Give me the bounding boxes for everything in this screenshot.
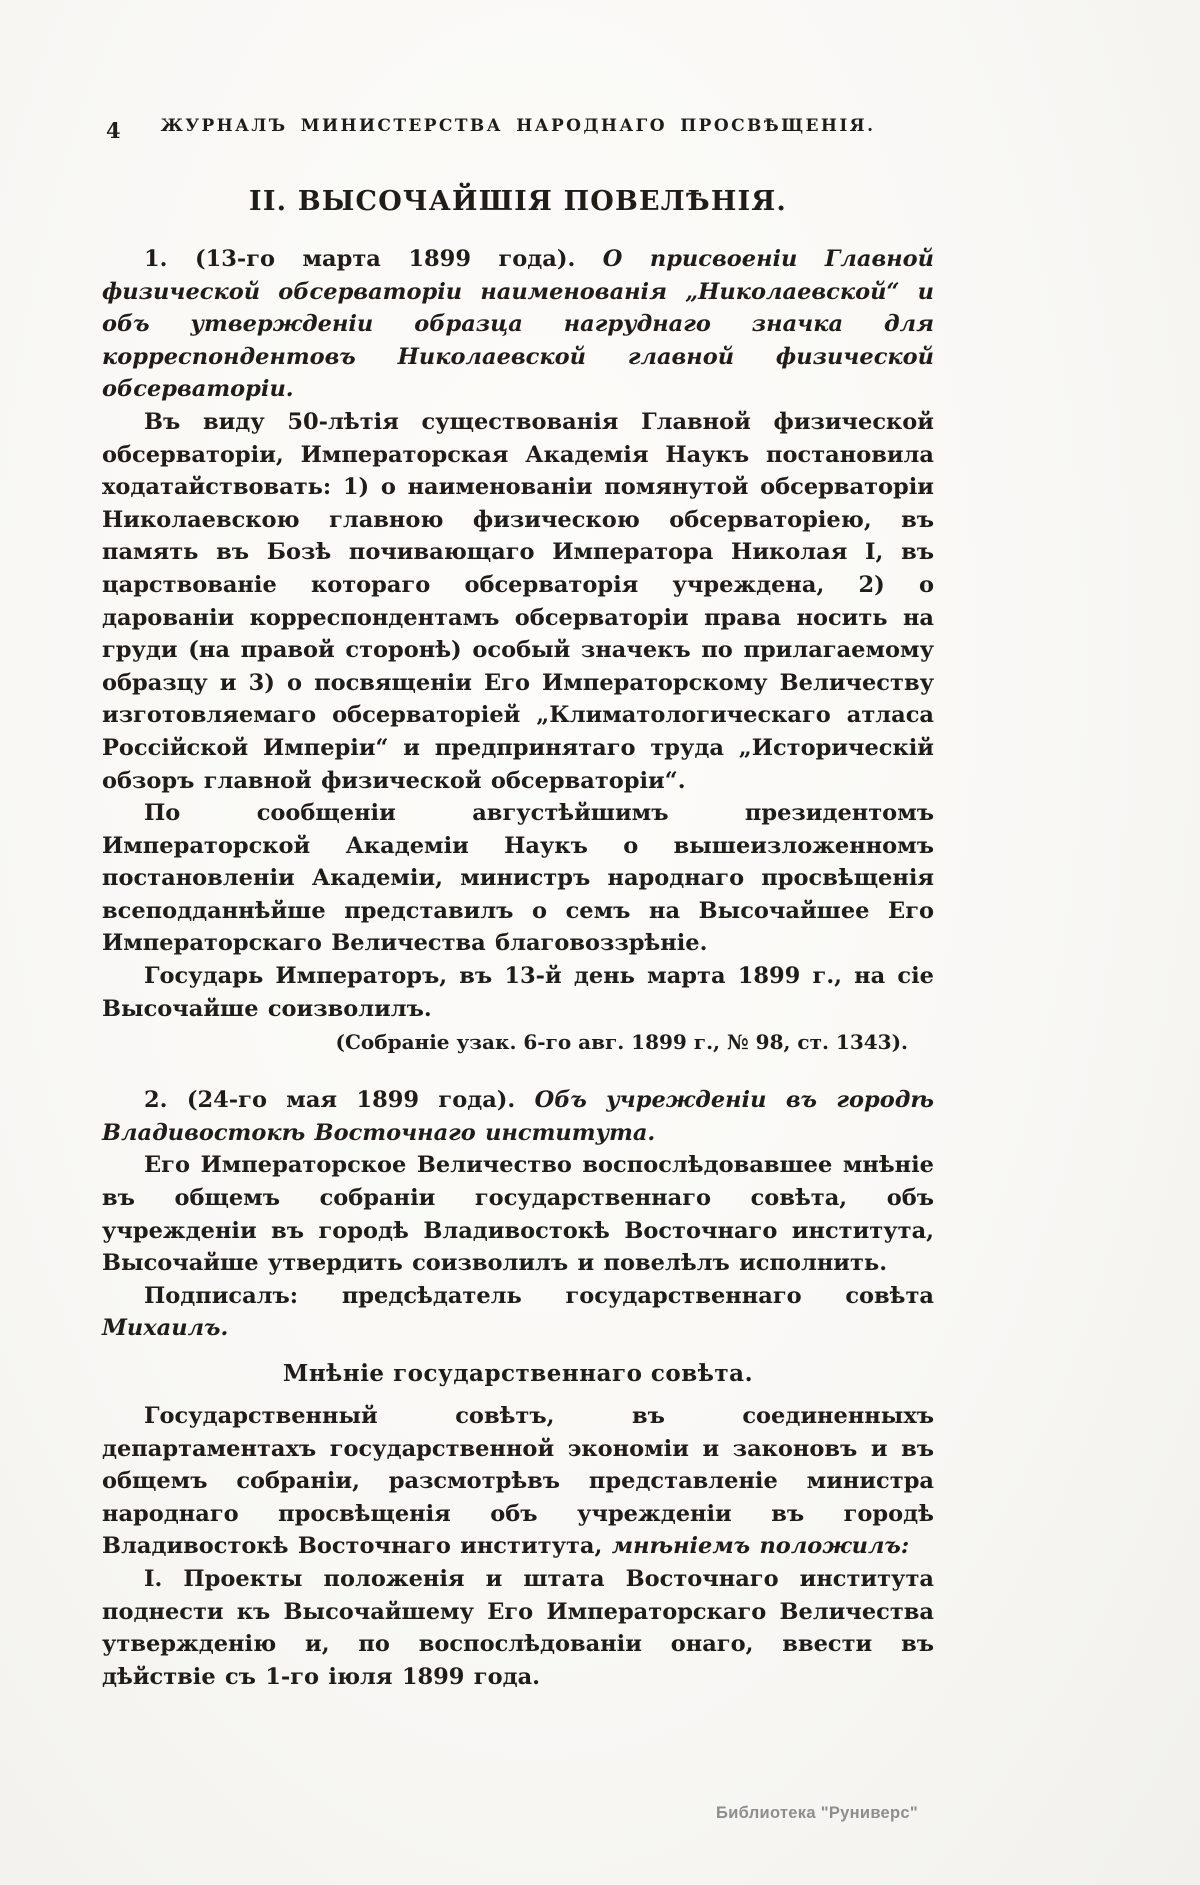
running-title: ЖУРНАЛЪ МИНИСТЕРСТВА НАРОДНАГО ПРОСВѢЩЕНІЯ. xyxy=(160,116,876,136)
section-title: II. ВЫСОЧАЙШІЯ ПОВЕЛѢНІЯ. xyxy=(249,186,787,217)
signature-name: Михаилъ. xyxy=(102,1315,229,1342)
decree1-date: 1. (13-го марта 1899 года). xyxy=(144,246,576,272)
opinion-resolution: мнѣніемъ положилъ: xyxy=(611,1533,910,1560)
decree2-title: Объ учрежденіи въ городѣ Владивостокѣ Восточнаго института. xyxy=(102,1087,934,1146)
decree1-title: О присвоеніи Главной физической обсерваторіи наименованія „Николаевской“ и объ утвержденіи образца нагруднаго значка для корреспондентовъ Николаевской главной физической обсерваторіи. xyxy=(102,246,934,403)
decree1-citation: (Собраніе узак. 6-го авг. 1899 г., № 98, ст. 1343). xyxy=(335,1030,908,1055)
decree2-paragraph-1: Его Императорское Величество воспослѣдовавшее мнѣніе въ общемъ собраніи государственнаго совѣта, объ учрежденіи въ городѣ Владивостокѣ Восточнаго института, Высочайше утвердить соизволилъ и повелѣлъ исполнить. xyxy=(102,1152,934,1277)
opinion-paragraph xyxy=(102,1400,934,1563)
decree1-paragraph-1: Въ виду 50-лѣтія существованія Главной физической обсерваторіи, Императорская Академія Наукъ постановила ходатайствовать: 1) о наименованіи помянутой обсерваторіи Николаевскою главною физическою обсерваторіею, въ память въ Бозѣ почивающаго Императора Николая I, въ царствованіе котораго обсерваторія учреждена, 2) о дарованіи корреспондентамъ обсерваторіи права носить на груди (на правой сторонѣ) особый значекъ по прилагаемому образцу и 3) о посвященіи Его Императорскому Величеству изготовляемаго обсерваторіей „Климатологическаго атласа Россійской Имперіи“ и предпринятаго труда „Историческій обзоръ главной физической обсерваторіи“. xyxy=(102,408,934,794)
decree2-signature-line xyxy=(102,1280,934,1345)
decree1-paragraph-3: Государь Императоръ, въ 13-й день марта 1899 г., на сіе Высочайше соизволилъ. xyxy=(102,963,934,1022)
decree1-heading xyxy=(102,243,934,406)
page-content xyxy=(102,116,934,1693)
signature-label: Подписалъ: предсѣдатель государственнаго совѣта xyxy=(144,1282,934,1309)
opinion-item-1: I. Проекты положенія и штата Восточнаго института поднести къ Высочайшему Его Императорскаго Величества утвержденію и, по воспослѣдованіи онаго, ввести въ дѣйствіе съ 1-го іюля 1899 года. xyxy=(102,1565,934,1690)
opinion-body: Государственный совѣтъ, въ соединенныхъ департаментахъ государственной экономіи и законовъ и въ общемъ собраніи, разсмотрѣвъ представленіе министра народнаго просвѣщенія объ учрежденіи въ городѣ Владивостокѣ Восточнаго института, xyxy=(102,1403,934,1560)
decree1-paragraph-2: По сообщеніи августѣйшимъ президентомъ Императорской Академіи Наукъ о вышеизложенномъ постановленіи Академіи, министръ народнаго просвѣщенія всеподданнѣйше представилъ о семъ на Высочайшее Его Императорскаго Величества благовоззрѣніе. xyxy=(102,800,934,957)
opinion-heading: Мнѣніе государственнаго совѣта. xyxy=(282,1360,754,1387)
page-header xyxy=(102,116,934,144)
decree2-heading xyxy=(102,1084,934,1149)
library-watermark: Библиотека "Руниверс" xyxy=(716,1804,918,1822)
page-number: 4 xyxy=(106,118,121,143)
decree2-date: 2. (24-го мая 1899 года). xyxy=(144,1087,516,1114)
